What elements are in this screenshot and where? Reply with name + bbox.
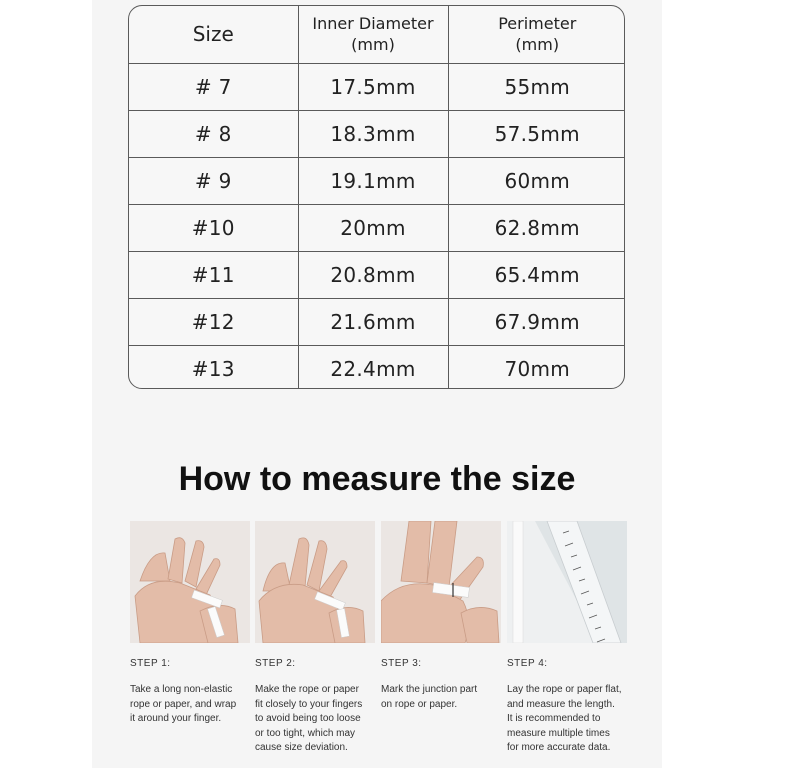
table-row: [129, 63, 625, 110]
step-3-photo: [381, 521, 501, 643]
header-perimeter-unit: (mm): [515, 35, 560, 55]
table-row: [129, 345, 625, 389]
size-cell: # 7: [129, 63, 298, 110]
step-1: [130, 521, 252, 727]
inner-diameter-cell: 21.6mm: [298, 298, 448, 345]
inner-diameter-cell: 22.4mm: [298, 345, 448, 389]
header-perimeter-title: Perimeter: [498, 14, 577, 34]
inner-diameter-cell: 19.1mm: [298, 157, 448, 204]
size-chart: [129, 6, 625, 389]
measure-heading: How to measure the size: [178, 460, 576, 498]
step-3-text: Mark the junction part on rope or paper.: [381, 684, 478, 710]
step-3: [381, 521, 503, 712]
perimeter-cell: 55mm: [448, 63, 625, 110]
size-cell: # 8: [129, 110, 298, 157]
perimeter-cell: 60mm: [448, 157, 625, 204]
table-row: [129, 251, 625, 298]
step-2: [255, 521, 377, 756]
ring-size-table: [128, 5, 625, 389]
step-2-text: Make the rope or paper fit closely to your fingers to avoid being too loose or too tight, which may cause size deviation.: [255, 684, 363, 753]
step-4-label: STEP 4:: [507, 658, 548, 669]
step-3-label: STEP 3:: [381, 658, 422, 669]
header-size: Size: [129, 6, 298, 63]
size-cell: #12: [129, 298, 298, 345]
header-inner-diameter: [298, 6, 448, 63]
header-perimeter: [448, 6, 625, 63]
perimeter-cell: 67.9mm: [448, 298, 625, 345]
table-row: [129, 204, 625, 251]
step-4-photo: [507, 521, 627, 643]
step-2-photo: [255, 521, 375, 643]
inner-diameter-cell: 18.3mm: [298, 110, 448, 157]
size-cell: #10: [129, 204, 298, 251]
header-inner-diameter-unit: (mm): [351, 35, 395, 55]
perimeter-cell: 62.8mm: [448, 204, 625, 251]
table-row: [129, 157, 625, 204]
header-inner-diameter-title: Inner Diameter: [312, 14, 434, 34]
step-2-label: STEP 2:: [255, 658, 296, 669]
inner-diameter-cell: 17.5mm: [298, 63, 448, 110]
inner-diameter-cell: 20.8mm: [298, 251, 448, 298]
inner-diameter-cell: 20mm: [298, 204, 448, 251]
table-row: [129, 298, 625, 345]
size-cell: #13: [129, 345, 298, 389]
perimeter-cell: 57.5mm: [448, 110, 625, 157]
size-cell: # 9: [129, 157, 298, 204]
table-row: [129, 110, 625, 157]
step-1-photo: [130, 521, 250, 643]
step-1-label: STEP 1:: [130, 658, 171, 669]
perimeter-cell: 70mm: [448, 345, 625, 389]
step-1-text: Take a long non-elastic rope or paper, and wrap it around your finger.: [130, 684, 237, 724]
step-4: [507, 521, 629, 756]
size-cell: #11: [129, 251, 298, 298]
perimeter-cell: 65.4mm: [448, 251, 625, 298]
table-header-row: [129, 6, 625, 63]
step-4-text: Lay the rope or paper flat, and measure the length. It is recommended to measure multiple times for more accurate data.: [507, 684, 622, 753]
measure-steps: [128, 521, 633, 761]
